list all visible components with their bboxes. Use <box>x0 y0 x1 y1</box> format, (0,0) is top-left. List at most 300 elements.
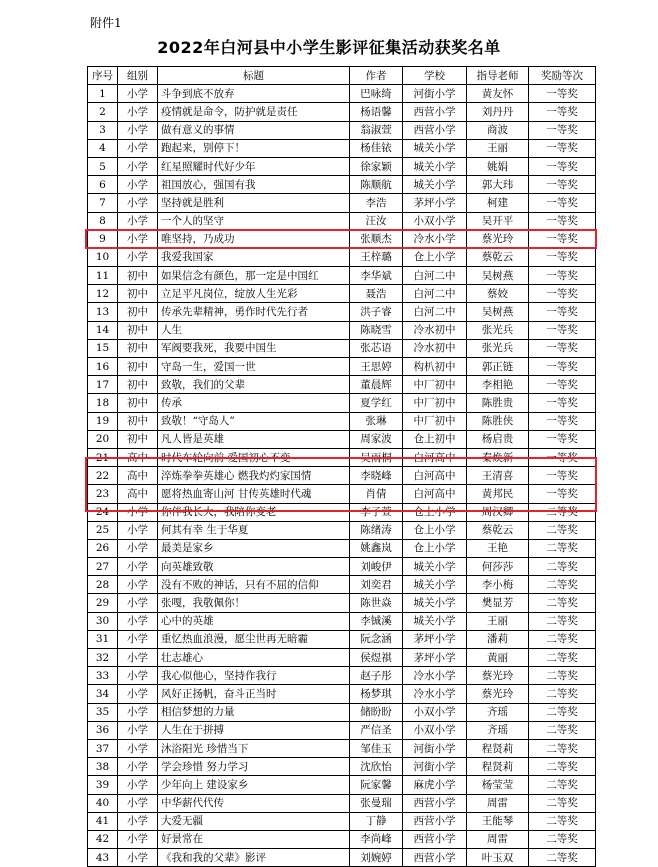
cell-award: 一等奖 <box>529 448 596 466</box>
cell-index: 22 <box>88 467 118 485</box>
table-row <box>88 285 596 303</box>
cell-index: 37 <box>88 739 118 757</box>
cell-award: 二等奖 <box>529 830 596 848</box>
cell-title: 相信梦想的力量 <box>158 703 350 721</box>
cell-group: 初中 <box>118 321 158 339</box>
cell-index: 2 <box>88 103 118 121</box>
table-row <box>88 303 596 321</box>
table-row <box>88 467 596 485</box>
cell-author: 聂浩 <box>350 285 403 303</box>
cell-title: 壮志雄心 <box>158 649 350 667</box>
cell-group: 小学 <box>118 212 158 230</box>
cell-group: 初中 <box>118 376 158 394</box>
cell-title: 大爱无疆 <box>158 812 350 830</box>
cell-index: 19 <box>88 412 118 430</box>
cell-group: 初中 <box>118 394 158 412</box>
cell-title: 何其有幸 生于华夏 <box>158 521 350 539</box>
cell-author: 肖倩 <box>350 485 403 503</box>
cell-title: 风好正扬帆，奋斗正当时 <box>158 685 350 703</box>
cell-index: 10 <box>88 248 118 266</box>
cell-group: 小学 <box>118 794 158 812</box>
cell-author: 赵子彤 <box>350 667 403 685</box>
cell-award: 一等奖 <box>529 157 596 175</box>
table-row <box>88 212 596 230</box>
cell-school: 白河二中 <box>403 267 467 285</box>
table-row <box>88 267 596 285</box>
cell-award: 一等奖 <box>529 194 596 212</box>
cell-school: 白河二中 <box>403 285 467 303</box>
col-header-teacher: 指导老师 <box>467 67 529 85</box>
cell-teacher: 蔡光玲 <box>467 230 529 248</box>
cell-index: 26 <box>88 539 118 557</box>
table-row <box>88 812 596 830</box>
cell-school: 小双小学 <box>403 721 467 739</box>
cell-author: 陈顺航 <box>350 176 403 194</box>
cell-title: 心中的英雄 <box>158 612 350 630</box>
col-header-author: 作者 <box>350 67 403 85</box>
cell-school: 西营小学 <box>403 812 467 830</box>
cell-school: 河街小学 <box>403 85 467 103</box>
cell-teacher: 陈胜侠 <box>467 412 529 430</box>
table-row <box>88 230 596 248</box>
cell-index: 29 <box>88 594 118 612</box>
cell-award: 二等奖 <box>529 594 596 612</box>
cell-school: 仓上小学 <box>403 503 467 521</box>
cell-title: 好景常在 <box>158 830 350 848</box>
table-row <box>88 194 596 212</box>
cell-award: 一等奖 <box>529 358 596 376</box>
table-row <box>88 103 596 121</box>
cell-school: 中厂初中 <box>403 376 467 394</box>
cell-school: 白河高中 <box>403 448 467 466</box>
cell-teacher: 黄友怀 <box>467 85 529 103</box>
cell-author: 姚鑫岚 <box>350 539 403 557</box>
cell-author: 张琳 <box>350 412 403 430</box>
cell-award: 二等奖 <box>529 521 596 539</box>
cell-author: 杨梦琪 <box>350 685 403 703</box>
cell-teacher: 商波 <box>467 121 529 139</box>
cell-index: 13 <box>88 303 118 321</box>
cell-group: 小学 <box>118 85 158 103</box>
cell-title: 愿将热血寄山河 甘传英雄时代魂 <box>158 485 350 503</box>
cell-teacher: 郭大玮 <box>467 176 529 194</box>
cell-title: 沐浴阳光 珍惜当下 <box>158 739 350 757</box>
cell-index: 4 <box>88 139 118 157</box>
cell-award: 二等奖 <box>529 812 596 830</box>
table-row <box>88 594 596 612</box>
cell-author: 吴雨桐 <box>350 448 403 466</box>
cell-school: 冷水小学 <box>403 230 467 248</box>
cell-title: 淬炼拳拳英雄心 燃我灼灼家国情 <box>158 467 350 485</box>
cell-title: 红星照耀时代好少年 <box>158 157 350 175</box>
cell-teacher: 王能琴 <box>467 812 529 830</box>
cell-award: 二等奖 <box>529 503 596 521</box>
cell-award: 一等奖 <box>529 376 596 394</box>
cell-author: 杨语馨 <box>350 103 403 121</box>
cell-teacher: 郭正链 <box>467 358 529 376</box>
cell-award: 一等奖 <box>529 103 596 121</box>
cell-teacher: 张光兵 <box>467 339 529 357</box>
cell-school: 冷水小学 <box>403 685 467 703</box>
cell-school: 仓上小学 <box>403 539 467 557</box>
cell-school: 西营小学 <box>403 849 467 867</box>
cell-title: 张嘎，我敬佩你！ <box>158 594 350 612</box>
cell-award: 一等奖 <box>529 321 596 339</box>
cell-author: 王梓璐 <box>350 248 403 266</box>
col-header-group: 组别 <box>118 67 158 85</box>
cell-index: 33 <box>88 667 118 685</box>
table-row <box>88 630 596 648</box>
cell-teacher: 李小梅 <box>467 576 529 594</box>
cell-group: 初中 <box>118 430 158 448</box>
cell-index: 31 <box>88 630 118 648</box>
cell-teacher: 蔡姣 <box>467 285 529 303</box>
cell-school: 城关小学 <box>403 176 467 194</box>
cell-title: 致敬！“守岛人” <box>158 412 350 430</box>
cell-index: 8 <box>88 212 118 230</box>
cell-group: 小学 <box>118 503 158 521</box>
cell-group: 小学 <box>118 830 158 848</box>
cell-author: 邹佳玉 <box>350 739 403 757</box>
cell-author: 阮家馨 <box>350 776 403 794</box>
cell-title: 传承先辈精神，勇作时代先行者 <box>158 303 350 321</box>
table-row <box>88 248 596 266</box>
cell-title: 时代车轮向前 爱国初心不变 <box>158 448 350 466</box>
cell-teacher: 王丽 <box>467 612 529 630</box>
cell-award: 二等奖 <box>529 685 596 703</box>
cell-group: 初中 <box>118 267 158 285</box>
cell-group: 小学 <box>118 539 158 557</box>
table-row <box>88 739 596 757</box>
cell-award: 一等奖 <box>529 485 596 503</box>
cell-award: 二等奖 <box>529 576 596 594</box>
cell-school: 中厂初中 <box>403 394 467 412</box>
cell-award: 二等奖 <box>529 703 596 721</box>
cell-author: 陈绪涛 <box>350 521 403 539</box>
cell-award: 二等奖 <box>529 539 596 557</box>
table-row <box>88 667 596 685</box>
cell-title: 立足平凡岗位，绽放人生光彩 <box>158 285 350 303</box>
cell-teacher: 周雷 <box>467 794 529 812</box>
cell-award: 一等奖 <box>529 394 596 412</box>
cell-teacher: 齐瑶 <box>467 721 529 739</box>
cell-school: 仓上小学 <box>403 521 467 539</box>
cell-title: 少年向上 建设家乡 <box>158 776 350 794</box>
table-row <box>88 394 596 412</box>
cell-award: 一等奖 <box>529 85 596 103</box>
cell-award: 二等奖 <box>529 849 596 867</box>
cell-index: 3 <box>88 121 118 139</box>
table-row <box>88 157 596 175</box>
cell-title: 传承 <box>158 394 350 412</box>
cell-group: 小学 <box>118 721 158 739</box>
cell-index: 42 <box>88 830 118 848</box>
cell-title: 唯坚持，乃成功 <box>158 230 350 248</box>
cell-award: 二等奖 <box>529 758 596 776</box>
cell-award: 二等奖 <box>529 739 596 757</box>
cell-index: 32 <box>88 649 118 667</box>
cell-index: 27 <box>88 558 118 576</box>
cell-title: 你伴我长大，我陪你变老 <box>158 503 350 521</box>
cell-award: 二等奖 <box>529 630 596 648</box>
cell-teacher: 张光兵 <box>467 321 529 339</box>
cell-title: 祖国放心，强国有我 <box>158 176 350 194</box>
cell-author: 李尚峰 <box>350 830 403 848</box>
cell-teacher: 周雷 <box>467 830 529 848</box>
table-row <box>88 776 596 794</box>
cell-teacher: 黄丽 <box>467 649 529 667</box>
cell-school: 城关小学 <box>403 594 467 612</box>
cell-author: 李华斌 <box>350 267 403 285</box>
cell-teacher: 柯建 <box>467 194 529 212</box>
cell-group: 小学 <box>118 703 158 721</box>
cell-index: 36 <box>88 721 118 739</box>
cell-school: 仓上小学 <box>403 248 467 266</box>
table-row <box>88 539 596 557</box>
cell-author: 张芯语 <box>350 339 403 357</box>
table-row <box>88 758 596 776</box>
cell-author: 刘婉婷 <box>350 849 403 867</box>
cell-author: 严信圣 <box>350 721 403 739</box>
cell-index: 30 <box>88 612 118 630</box>
cell-school: 白河高中 <box>403 485 467 503</box>
cell-index: 12 <box>88 285 118 303</box>
cell-teacher: 潘莉 <box>467 630 529 648</box>
cell-author: 丁静 <box>350 812 403 830</box>
cell-teacher: 李相艳 <box>467 376 529 394</box>
col-header-title: 标题 <box>158 67 350 85</box>
cell-author: 张曼瑞 <box>350 794 403 812</box>
cell-title: 致敬，我们的父辈 <box>158 376 350 394</box>
cell-index: 9 <box>88 230 118 248</box>
cell-group: 小学 <box>118 812 158 830</box>
cell-title: 最美是家乡 <box>158 539 350 557</box>
cell-award: 一等奖 <box>529 285 596 303</box>
cell-school: 城关小学 <box>403 558 467 576</box>
table-row <box>88 448 596 466</box>
cell-school: 西营小学 <box>403 121 467 139</box>
cell-teacher: 秦焕新 <box>467 448 529 466</box>
cell-author: 阮念涵 <box>350 630 403 648</box>
cell-group: 小学 <box>118 558 158 576</box>
cell-title: 学会珍惜 努力学习 <box>158 758 350 776</box>
table-row <box>88 503 596 521</box>
cell-index: 28 <box>88 576 118 594</box>
table-row <box>88 358 596 376</box>
cell-teacher: 吴树燕 <box>467 303 529 321</box>
cell-teacher: 程贤莉 <box>467 739 529 757</box>
cell-award: 一等奖 <box>529 412 596 430</box>
cell-author: 杨佳铱 <box>350 139 403 157</box>
col-header-index: 序号 <box>88 67 118 85</box>
cell-group: 小学 <box>118 576 158 594</box>
cell-school: 城关小学 <box>403 612 467 630</box>
cell-author: 李晓峰 <box>350 467 403 485</box>
cell-teacher: 王艳 <box>467 539 529 557</box>
cell-title: 人生 <box>158 321 350 339</box>
cell-award: 一等奖 <box>529 121 596 139</box>
cell-group: 初中 <box>118 412 158 430</box>
cell-teacher: 程贤莉 <box>467 758 529 776</box>
cell-teacher: 王清喜 <box>467 467 529 485</box>
table-row <box>88 176 596 194</box>
cell-teacher: 何莎莎 <box>467 558 529 576</box>
cell-index: 20 <box>88 430 118 448</box>
cell-index: 38 <box>88 758 118 776</box>
cell-author: 李子萱 <box>350 503 403 521</box>
cell-title: 守岛一生，爱国一世 <box>158 358 350 376</box>
table-body <box>88 85 596 867</box>
cell-author: 李铖溪 <box>350 612 403 630</box>
cell-teacher: 蔡乾云 <box>467 521 529 539</box>
cell-title: 凡人皆是英雄 <box>158 430 350 448</box>
cell-school: 城关小学 <box>403 157 467 175</box>
cell-author: 刘奕君 <box>350 576 403 594</box>
cell-author: 洪子睿 <box>350 303 403 321</box>
cell-group: 高中 <box>118 485 158 503</box>
table-row <box>88 794 596 812</box>
cell-title: 《我和我的父辈》影评 <box>158 849 350 867</box>
cell-award: 二等奖 <box>529 794 596 812</box>
cell-teacher: 姚娟 <box>467 157 529 175</box>
table-row <box>88 685 596 703</box>
cell-author: 陈晓雪 <box>350 321 403 339</box>
cell-group: 小学 <box>118 667 158 685</box>
cell-title: 中华薪代代传 <box>158 794 350 812</box>
cell-index: 41 <box>88 812 118 830</box>
cell-group: 小学 <box>118 121 158 139</box>
cell-group: 小学 <box>118 157 158 175</box>
cell-author: 汪汝 <box>350 212 403 230</box>
cell-school: 西营小学 <box>403 830 467 848</box>
cell-school: 茅坪小学 <box>403 194 467 212</box>
table-row <box>88 830 596 848</box>
cell-index: 6 <box>88 176 118 194</box>
cell-school: 小双小学 <box>403 703 467 721</box>
cell-group: 小学 <box>118 849 158 867</box>
cell-group: 初中 <box>118 339 158 357</box>
cell-school: 麻虎小学 <box>403 776 467 794</box>
table-header-row <box>88 67 596 85</box>
table-row <box>88 649 596 667</box>
cell-award: 一等奖 <box>529 430 596 448</box>
cell-school: 西营小学 <box>403 103 467 121</box>
table-row <box>88 412 596 430</box>
cell-teacher: 黄邦民 <box>467 485 529 503</box>
cell-teacher: 陈胜贵 <box>467 394 529 412</box>
table-row <box>88 430 596 448</box>
cell-group: 初中 <box>118 358 158 376</box>
cell-index: 14 <box>88 321 118 339</box>
cell-title: 重忆热血浪漫，愿尘世再无暗霾 <box>158 630 350 648</box>
cell-award: 一等奖 <box>529 267 596 285</box>
cell-index: 43 <box>88 849 118 867</box>
cell-teacher: 周汉卿 <box>467 503 529 521</box>
cell-award: 一等奖 <box>529 339 596 357</box>
cell-title: 做有意义的事情 <box>158 121 350 139</box>
cell-title: 向英雄致敬 <box>158 558 350 576</box>
cell-school: 冷水小学 <box>403 667 467 685</box>
cell-school: 城关小学 <box>403 139 467 157</box>
cell-school: 茅坪小学 <box>403 649 467 667</box>
cell-teacher: 蔡光玲 <box>467 685 529 703</box>
cell-author: 董晨辉 <box>350 376 403 394</box>
cell-author: 夏学红 <box>350 394 403 412</box>
page-title: 2022年白河县中小学生影评征集活动获奖名单 <box>157 38 501 57</box>
attachment-label: 附件1 <box>90 16 122 30</box>
cell-index: 15 <box>88 339 118 357</box>
cell-school: 西营小学 <box>403 794 467 812</box>
cell-award: 二等奖 <box>529 612 596 630</box>
cell-index: 17 <box>88 376 118 394</box>
cell-award: 二等奖 <box>529 776 596 794</box>
cell-teacher: 吴树燕 <box>467 267 529 285</box>
cell-group: 小学 <box>118 758 158 776</box>
cell-school: 构朳初中 <box>403 358 467 376</box>
cell-author: 刘峻伊 <box>350 558 403 576</box>
cell-index: 5 <box>88 157 118 175</box>
cell-school: 城关小学 <box>403 576 467 594</box>
cell-teacher: 杨莹莹 <box>467 776 529 794</box>
cell-award: 二等奖 <box>529 558 596 576</box>
cell-school: 河街小学 <box>403 739 467 757</box>
cell-group: 小学 <box>118 176 158 194</box>
cell-group: 小学 <box>118 739 158 757</box>
cell-teacher: 吴开平 <box>467 212 529 230</box>
cell-school: 仓上初中 <box>403 430 467 448</box>
cell-award: 一等奖 <box>529 139 596 157</box>
cell-school: 茅坪小学 <box>403 630 467 648</box>
cell-index: 21 <box>88 448 118 466</box>
cell-group: 小学 <box>118 230 158 248</box>
cell-school: 白河二中 <box>403 303 467 321</box>
table-row <box>88 339 596 357</box>
cell-award: 二等奖 <box>529 667 596 685</box>
col-header-award: 奖励等次 <box>529 67 596 85</box>
table-row <box>88 121 596 139</box>
cell-title: 跑起来，别停下！ <box>158 139 350 157</box>
table-row <box>88 376 596 394</box>
cell-group: 小学 <box>118 194 158 212</box>
cell-group: 小学 <box>118 776 158 794</box>
table-row <box>88 321 596 339</box>
table-row <box>88 612 596 630</box>
cell-title: 如果信念有颜色，那一定是中国红 <box>158 267 350 285</box>
cell-school: 白河高中 <box>403 467 467 485</box>
cell-group: 小学 <box>118 103 158 121</box>
cell-teacher: 蔡光玲 <box>467 667 529 685</box>
cell-award: 一等奖 <box>529 176 596 194</box>
cell-author: 陈世焱 <box>350 594 403 612</box>
table-row <box>88 849 596 867</box>
cell-index: 16 <box>88 358 118 376</box>
cell-index: 11 <box>88 267 118 285</box>
cell-teacher: 蔡乾云 <box>467 248 529 266</box>
cell-award: 二等奖 <box>529 721 596 739</box>
cell-index: 25 <box>88 521 118 539</box>
cell-teacher: 王丽 <box>467 139 529 157</box>
cell-group: 初中 <box>118 285 158 303</box>
cell-author: 周家波 <box>350 430 403 448</box>
cell-teacher: 樊显芳 <box>467 594 529 612</box>
cell-index: 18 <box>88 394 118 412</box>
cell-school: 冷水初中 <box>403 321 467 339</box>
cell-title: 军阀要我死，我要中国生 <box>158 339 350 357</box>
cell-award: 一等奖 <box>529 212 596 230</box>
cell-author: 徐家颖 <box>350 157 403 175</box>
table-row <box>88 85 596 103</box>
cell-title: 疫情就是命令，防护就是责任 <box>158 103 350 121</box>
